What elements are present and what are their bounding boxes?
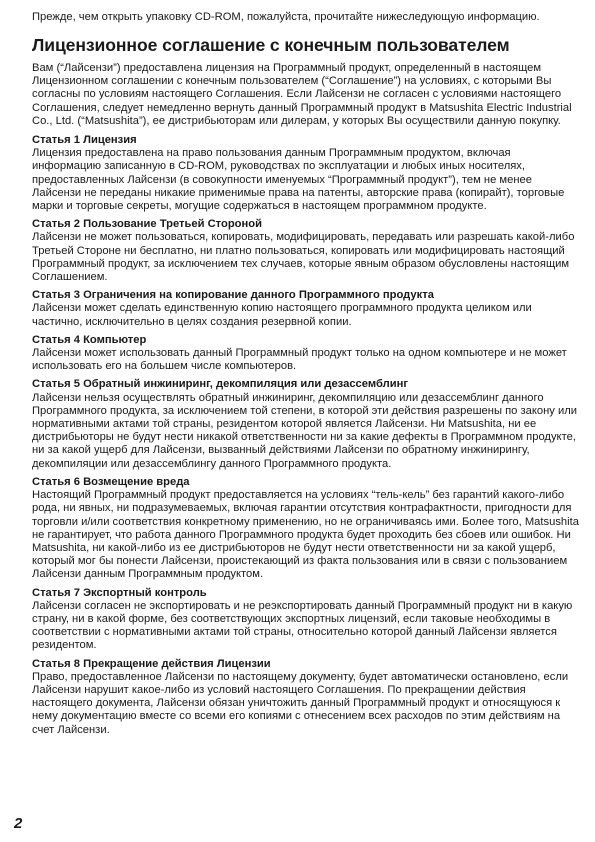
article-body: Настоящий Программный продукт предоставляется на условиях “тель-кель” без гарантий какого-либо рода, ни явных, ни подразумеваемых, включая гарантии отсутствия контрафактности, пригодности для торговли и/или соответствия конкретному применению, но не ограничиваясь ими. Более того, Matsushita не гарантирует, что работа данного Программного продукта будет проходить без сбоев или ошибок. Ни Matsushita, ни какой-либо из ее дистрибьюторов не будут нести ответственности ни за какой ущерб, который мог бы понести Лайсензи, проистекающий из факта пользования или в связи с пользованием Лайсензи данным Программным продуктом. — [32, 489, 579, 581]
article-5 — [32, 378, 580, 470]
article-7 — [32, 587, 580, 653]
article-heading: Статья 1 Лицензия — [32, 134, 137, 147]
article-heading: Статья 6 Возмещение вреда — [32, 475, 190, 488]
preamble-paragraph: Вам (“Лайсензи”) предоставлена лицензия на Программный продукт, определенный в настоящем Лицензионном соглашении с конечным пользователем (“Соглашение”) на условиях, с которыми Вы согласны по условиям настоящего Соглашения. Если Лайсензи не согласен с условиями настоящего Соглашения, следует немедленно вернуть данный Программный продукт в Matsushita Electric Industrial Co., Ltd. (“Matsushita”), ее дистрибьюторам или дилерам, у которых Вы осуществили данную покупку. — [32, 62, 572, 127]
article-body: Лайсензи не может пользоваться, копировать, модифицировать, передавать или разрешать какой-либо Третьей Стороне ни бесплатно, ни платно пользоваться, копировать или модифицировать настоящий Программный продукт, за исключением тех случаев, которые явным образом обусловлены настоящим Соглашением. — [32, 231, 575, 284]
article-8 — [32, 658, 580, 737]
article-heading: Статья 3 Ограничения на копирование данного Программного продукта — [32, 289, 434, 302]
article-4 — [32, 334, 580, 374]
page-content — [32, 10, 580, 742]
page-number: 2 — [14, 815, 23, 832]
article-3 — [32, 289, 580, 329]
article-body: Лайсензи может сделать единственную копию настоящего программного продукта целиком или частично, исключительно в целях создания резервной копии. — [32, 302, 532, 328]
article-heading: Статья 2 Пользование Третьей Стороной — [32, 218, 262, 231]
article-heading: Статья 4 Компьютер — [32, 333, 147, 346]
article-heading: Статья 5 Обратный инжиниринг, декомпиляция или дезассемблинг — [32, 378, 408, 391]
article-body: Лицензия предоставлена на право пользования данным Программным продуктом, включая информацию записанную в CD-ROM, руководствах по эксплуатации и любых иных носителях, предоставленных Лайсензи (в совокупности именуемых “Программный продукт”), тем не менее Лайсензи не переданы никакие применимые права на патенты, авторские права (копирайт), торговые марки и торговые секреты, могущие содержаться в настоящем программном продукте. — [32, 147, 565, 213]
article-6 — [32, 476, 580, 582]
article-body: Право, предоставленное Лайсензи по настоящему документу, будет автоматически остановлено, если Лайсензи нарушит какое-либо из условий настоящего Соглашения. По прекращении действия настоящего документа, Лайсензи обязан уничтожить данный Программный продукт и относящуюся к нему документацию вместе со всеми его копиями с отнесением всех расходов по этим действиям на счет Лайсензи. — [32, 670, 569, 736]
article-body: Лайсензи согласен не экспортировать и не реэкспортировать данный Программный продукт ни в какую страну, ни в какой форме, без соответствующих экспортных лицензий, если таковые необходимы в соответствии с нормативными актами той страны, относительно которой данный Лайсензи является резидентом. — [32, 599, 573, 652]
article-heading: Статья 7 Экспортный контроль — [32, 586, 207, 599]
intro-text: Прежде, чем открыть упаковку CD-ROM, пожалуйста, прочитайте нижеследующую информацию. — [32, 11, 540, 23]
article-body: Лайсензи может использовать данный Программный продукт только на одном компьютере и не может использовать его на большем числе компьютеров. — [32, 347, 567, 373]
article-body: Лайсензи нельзя осуществлять обратный инжиниринг, декомпиляцию или дезассемблинг данного Программного продукта, за исключением той степени, в которой эти действия разрешены по закону или нормативными актами той страны, резидентом которой является Лайсензи. Ни Matsushita, ни ее дистрибьюторы не будут нести никакой ответственности ни за какие дефекты в Программном продукте, ни за какой ущерб для Лайсензи, вызванный действиями Лайсензи по обратному инжинирингу, декомпиляции или дезассемблингу данного Программного продукта. — [32, 391, 577, 470]
article-2 — [32, 218, 580, 284]
article-1 — [32, 134, 580, 213]
article-heading: Статья 8 Прекращение действия Лицензии — [32, 657, 271, 670]
page-title: Лицензионное соглашение с конечным пользователем — [32, 35, 510, 55]
